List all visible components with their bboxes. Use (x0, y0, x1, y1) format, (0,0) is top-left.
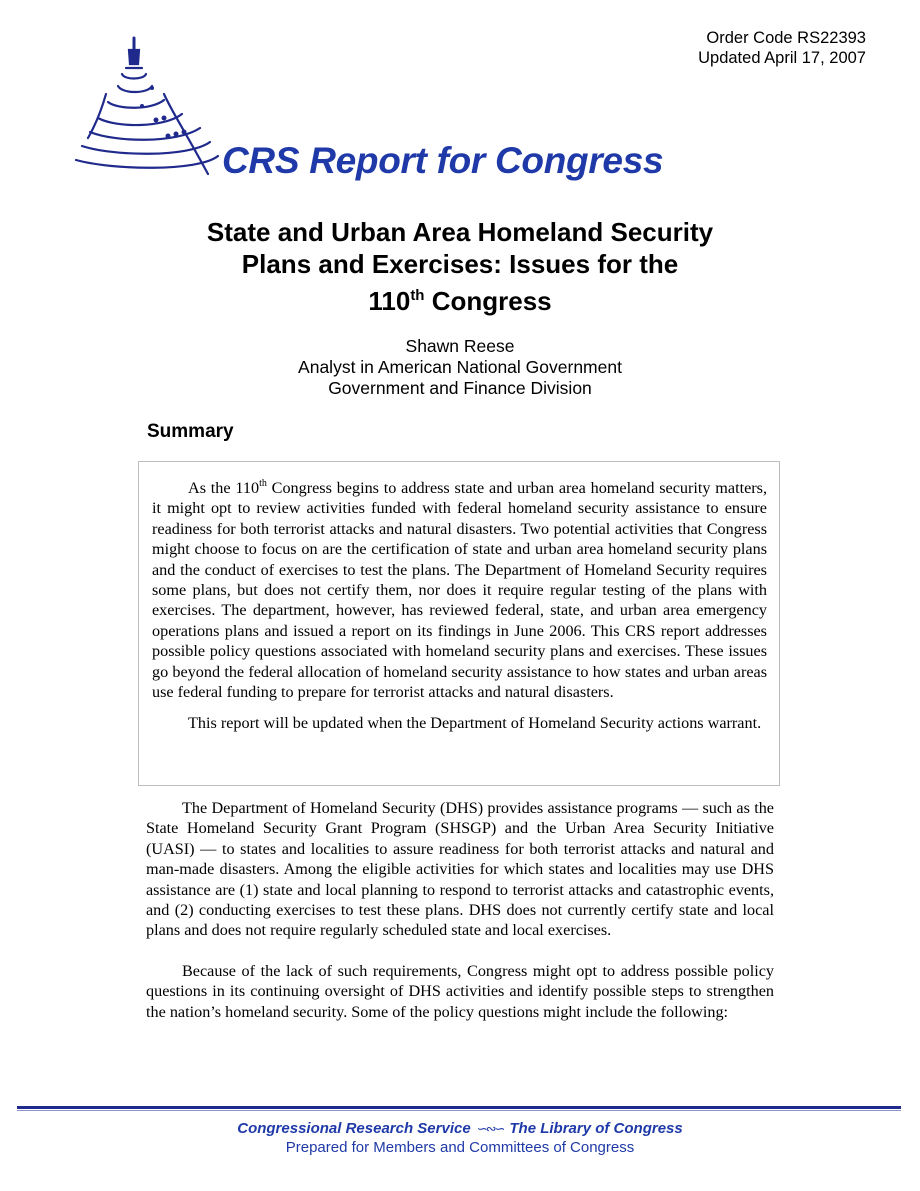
body-text (146, 798, 774, 1022)
title-line-3 (0, 280, 920, 317)
footer-prepared: Prepared for Members and Committees of Congress (285, 1139, 635, 1156)
summary-heading: Summary (147, 421, 234, 442)
footer-library: The Library of Congress (509, 1120, 683, 1137)
author-division: Government and Finance Division (328, 378, 592, 398)
report-title (0, 216, 920, 317)
report-banner: CRS Report for Congress (222, 140, 664, 181)
title-line-1: State and Urban Area Homeland Security (206, 217, 714, 247)
author-position: Analyst in American National Government (298, 357, 622, 377)
order-code: Order Code RS22393 (706, 29, 866, 47)
footer-rule (17, 1106, 901, 1109)
summary-box (138, 461, 780, 786)
summary-paragraph-2: This report will be updated when the Department of Homeland Security actions warrant. (188, 714, 762, 733)
footer-title (0, 1120, 920, 1137)
footer-rule-thin (17, 1110, 901, 1111)
summary-paragraph-1: As the 110th Congress begins to address state and urban area homeland security matters, it might opt to review activities funded with federal homeland security assistance to ensure readiness for both terrorist attacks and natural disasters. Two potential activities that Congress might choose to focus on are the certification of state and urban area homeland security plans and the conduct of exercises to test the plans. The Department of Homeland Security requires some plans, but does not certify them, nor does it require regular testing of the plans with exercises. The department, however, has reviewed federal, state, and urban area emergency operations plans and issued a report on its findings in June 2006. This CRS report addresses possible policy questions associated with homeland security plans and exercises. These issues go beyond the federal allocation of homeland security assistance to how states and urban areas use federal funding to prepare for terrorist attacks and natural disasters. (152, 478, 767, 702)
footer-crs: Congressional Research Service (237, 1120, 471, 1137)
author-name: Shawn Reese (405, 336, 515, 356)
swirl-ornament-icon: ∽∾∽ (476, 1121, 504, 1136)
capitol-dome-logo (72, 28, 232, 188)
author-block (0, 336, 920, 399)
body-paragraph-1: The Department of Homeland Security (DHS) provides assistance programs — such as the State Homeland Security Grant Program (SHSGP) and the Urban Area Security Initiative (UASI) — to states and localities to assure readiness for both terrorist attacks and natural and man-made disasters. Among the eligible activities for which states and localities may use DHS assistance are (1) state and local planning to respond to terrorist attacks and catastrophic events, and (2) conducting exercises to test these plans. DHS does not currently certify state and local plans and does not require regularly scheduled state and local exercises. (146, 799, 774, 940)
title-line-2: Plans and Exercises: Issues for the (241, 249, 679, 279)
title-word: Congress (431, 286, 552, 316)
updated-date: Updated April 17, 2007 (698, 49, 866, 67)
body-paragraph-2: Because of the lack of such requirements, Congress might opt to address possible policy questions in its continuing oversight of DHS activities and identify possible steps to strengthen the nation’s homeland security. Some of the policy questions might include the following: (146, 961, 774, 1021)
order-code-block (698, 28, 866, 68)
title-suffix: th (410, 287, 425, 304)
title-number: 110 (368, 286, 411, 316)
